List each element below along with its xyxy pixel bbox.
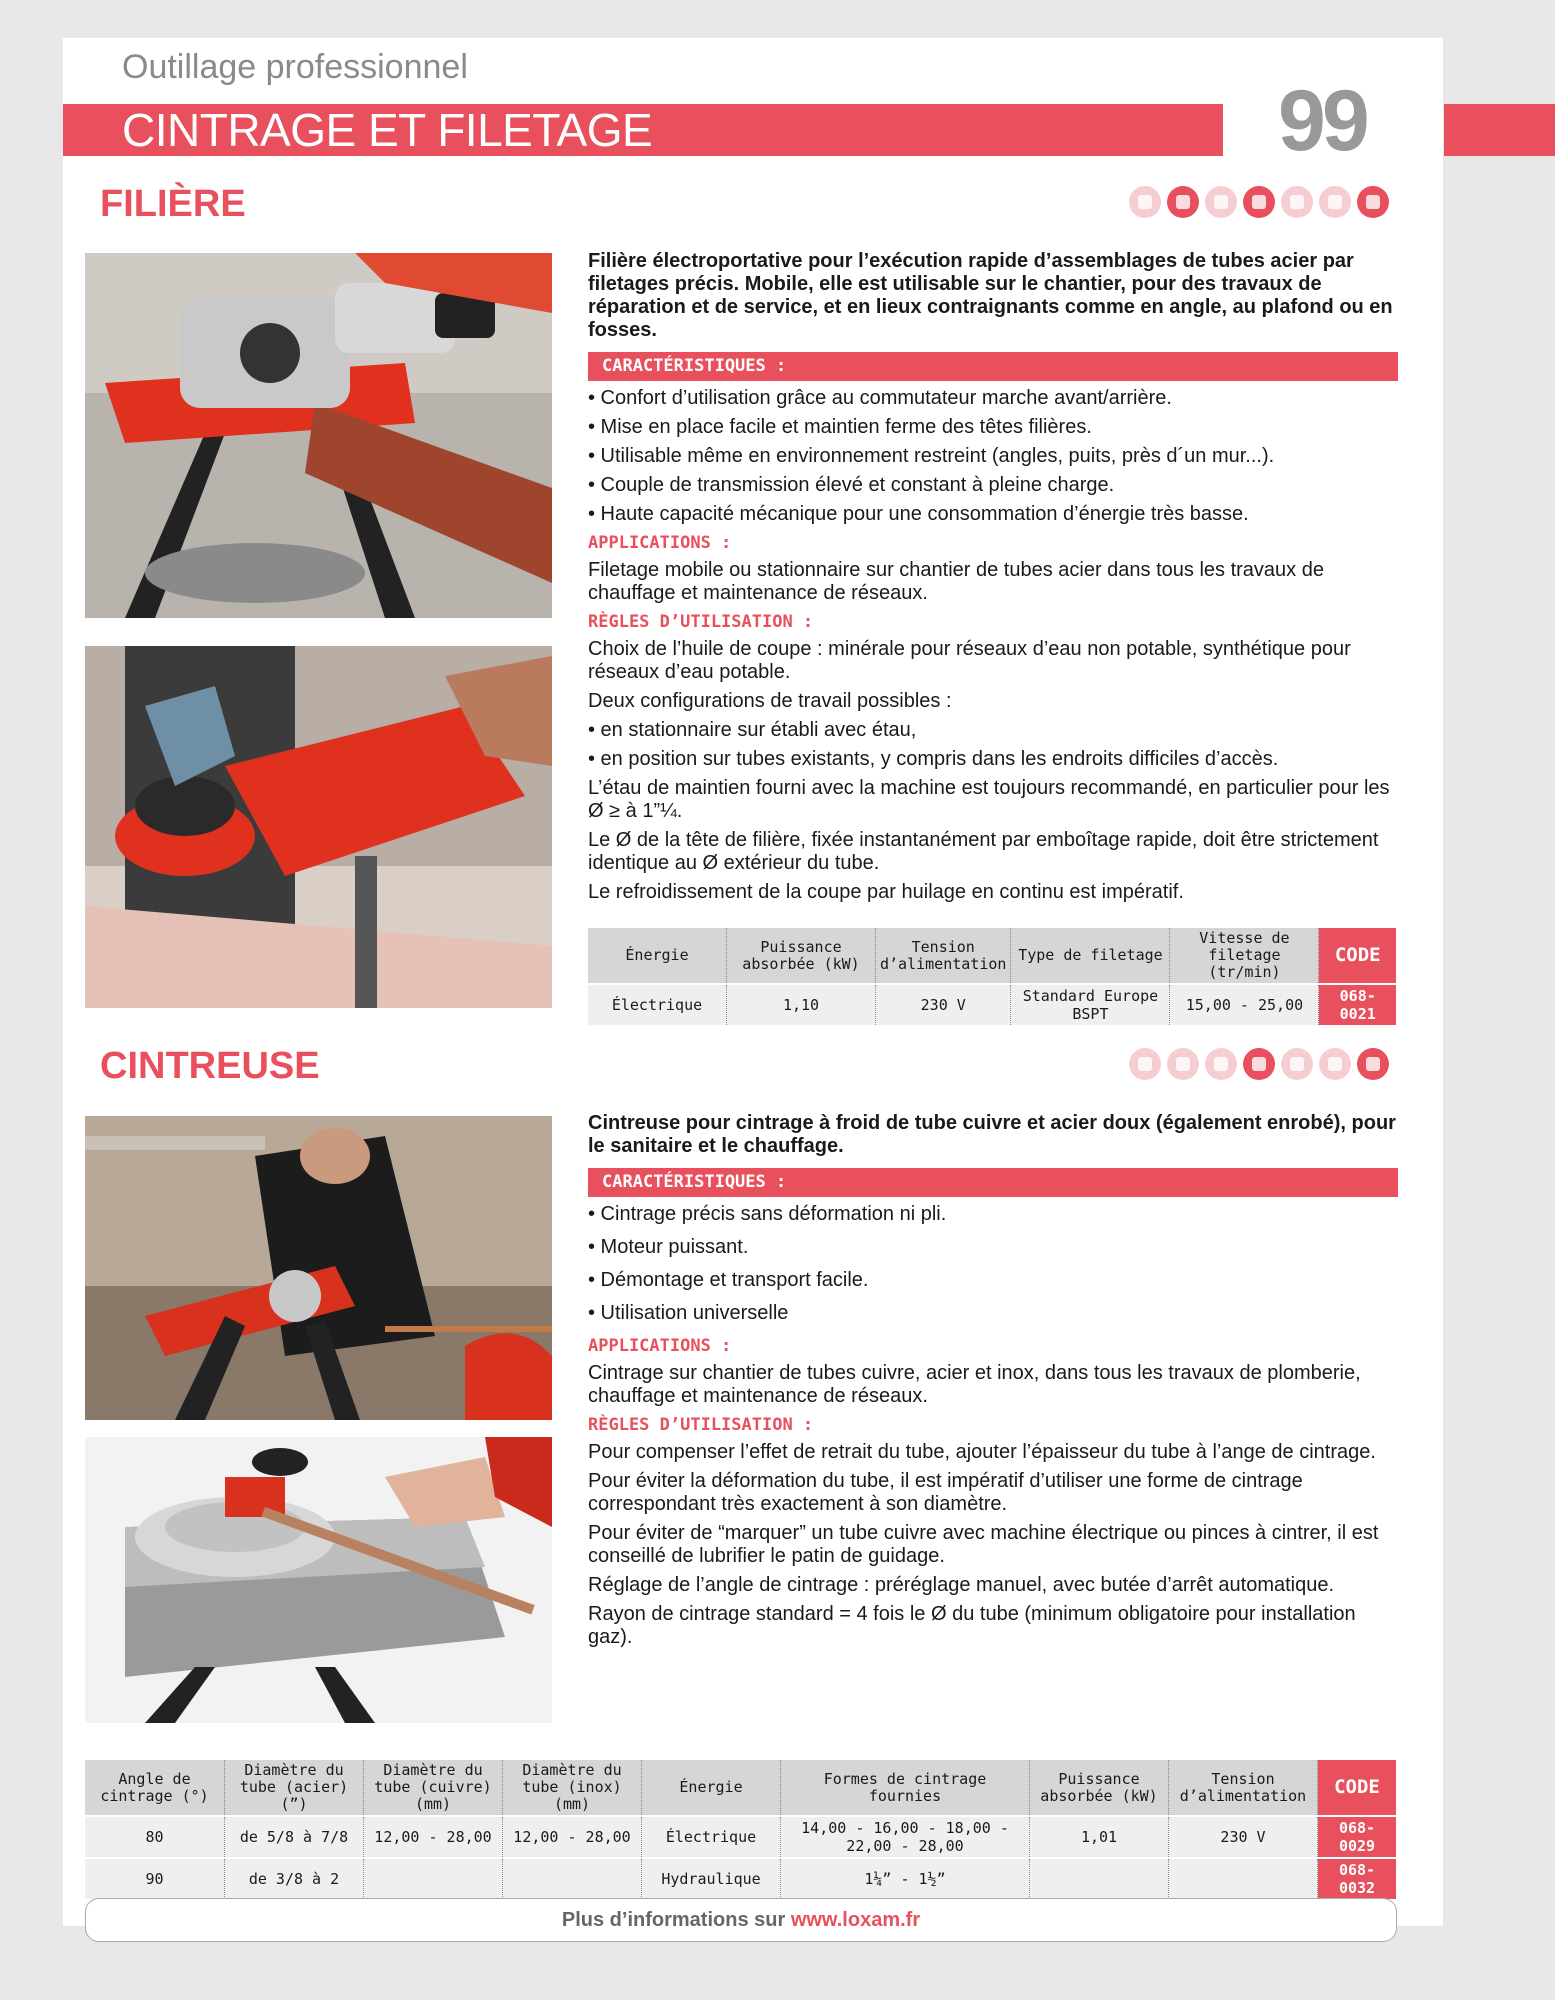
cintreuse-caract-item: • Utilisation universelle — [588, 1302, 789, 1324]
cintreuse-regle: Rayon de cintrage standard = 4 fois le Ø du tube (minimum obligatoire pour installation gaz). — [588, 1603, 1356, 1648]
gloves-icon — [1243, 1048, 1275, 1080]
photo-filiere-hand — [85, 646, 552, 1008]
table-cell — [364, 1858, 503, 1899]
table-header: Angle de cintrage (°) — [85, 1760, 225, 1816]
filiere-regle: • en position sur tubes existants, y compris dans les endroits difficiles d’accès. — [588, 748, 1279, 770]
filiere-regle: Choix de l’huile de coupe : minérale pour réseaux d’eau non potable, synthétique pour réseaux d’eau potable. — [588, 638, 1351, 683]
cintreuse-caract-item: • Moteur puissant. — [588, 1236, 749, 1258]
table-header: Type de filetage — [1011, 928, 1170, 984]
product-code: 068-0029 — [1318, 1816, 1397, 1858]
filiere-caract-item: • Confort d’utilisation grâce au commutateur marche avant/arrière. — [588, 387, 1172, 409]
filiere-regle: • en stationnaire sur établi avec étau, — [588, 719, 917, 741]
cintreuse-regle: Pour compenser l’effet de retrait du tube, ajouter l’épaisseur du tube à l’ange de cintrage. — [588, 1441, 1376, 1463]
table-cell: 1,01 — [1030, 1816, 1169, 1858]
cintreuse-description — [588, 1112, 1398, 1655]
table-header-code: CODE — [1319, 928, 1396, 984]
filiere-regle: Deux configurations de travail possibles : — [588, 690, 952, 712]
filiere-caract-header: CARACTÉRISTIQUES : — [588, 352, 1398, 381]
filiere-regle: Le refroidissement de la coupe par huilage en continu est impératif. — [588, 881, 1184, 903]
cintreuse-spec-table — [85, 1760, 1396, 1899]
table-header-code: CODE — [1318, 1760, 1397, 1816]
photo-cintreuse-worker — [85, 1116, 552, 1420]
hearing-protection-icon — [1129, 186, 1161, 218]
product-code: 068-0032 — [1318, 1858, 1397, 1899]
cintreuse-caract-item: • Démontage et transport facile. — [588, 1269, 869, 1291]
table-cell: 14,00 - 16,00 - 18,00 - 22,00 - 28,00 — [781, 1816, 1030, 1858]
cintreuse-intro: Cintreuse pour cintrage à froid de tube cuivre et acier doux (également enrobé), pour le sanitaire et le chauffage. — [588, 1112, 1396, 1157]
table-cell: 12,00 - 28,00 — [503, 1816, 642, 1858]
helmet-icon — [1205, 186, 1237, 218]
table-header: Tension d’alimentation — [1169, 1760, 1318, 1816]
cintreuse-applications-header: APPLICATIONS : — [588, 1336, 732, 1356]
filiere-regle: L’étau de maintien fourni avec la machine est toujours recommandé, en particulier pour les Ø ≥ à 1”¼. — [588, 777, 1390, 822]
product-code: 068-0021 — [1319, 984, 1396, 1025]
cintreuse-regle: Pour éviter de “marquer” un tube cuivre avec machine électrique ou pinces à cintrer, il est conseillé de lubrifier le patin de guidage. — [588, 1522, 1379, 1567]
boots-icon — [1281, 1048, 1313, 1080]
table-row — [85, 1858, 1396, 1899]
section-title-cintreuse: CINTREUSE — [100, 1045, 320, 1087]
table-header: Diamètre du tube (cuivre) (mm) — [364, 1760, 503, 1816]
safety-icons-filiere — [1129, 186, 1389, 218]
table-cell: 12,00 - 28,00 — [364, 1816, 503, 1858]
page-number: 99 — [1278, 73, 1366, 169]
cintreuse-applications-text: Cintrage sur chantier de tubes cuivre, acier et inox, dans tous les travaux de plomberie, chauffage et maintenance de réseaux. — [588, 1362, 1361, 1407]
table-header: Diamètre du tube (inox) (mm) — [503, 1760, 642, 1816]
goggles-icon — [1319, 1048, 1351, 1080]
filiere-caract-item: • Mise en place facile et maintien ferme des têtes filières. — [588, 416, 1092, 438]
table-cell: Électrique — [642, 1816, 781, 1858]
filiere-spec-table — [588, 928, 1396, 1025]
overalls-icon — [1357, 1048, 1389, 1080]
table-row — [85, 1816, 1396, 1858]
filiere-applications-text: Filetage mobile ou stationnaire sur chantier de tubes acier dans tous les travaux de chauffage et maintenance de réseaux. — [588, 559, 1324, 604]
filiere-regles-header: RÈGLES D’UTILISATION : — [588, 612, 814, 632]
table-header: Énergie — [588, 928, 727, 984]
cintreuse-caract-item: • Cintrage précis sans déformation ni pli. — [588, 1203, 947, 1225]
table-header: Diamètre du tube (acier) (”) — [225, 1760, 364, 1816]
table-cell: 80 — [85, 1816, 225, 1858]
footer-info — [85, 1898, 1397, 1942]
table-cell: Hydraulique — [642, 1858, 781, 1899]
title-band-tab — [1444, 104, 1555, 156]
table-header: Tension d’alimentation — [876, 928, 1011, 984]
table-cell: Électrique — [588, 984, 727, 1025]
photo-cintreuse-machine — [85, 1437, 552, 1723]
ear-muffs-icon — [1167, 186, 1199, 218]
website-link[interactable]: www.loxam.fr — [790, 1909, 921, 1931]
table-cell: Standard Europe BSPT — [1011, 984, 1170, 1025]
table-header: Énergie — [642, 1760, 781, 1816]
table-header: Puissance absorbée (kW) — [1030, 1760, 1169, 1816]
table-cell: de 3/8 à 2 — [225, 1858, 364, 1899]
helmet-icon — [1205, 1048, 1237, 1080]
table-cell — [1030, 1858, 1169, 1899]
table-cell: de 5/8 à 7/8 — [225, 1816, 364, 1858]
table-cell: 15,00 - 25,00 — [1170, 984, 1319, 1025]
cintreuse-regles-header: RÈGLES D’UTILISATION : — [588, 1415, 814, 1435]
overalls-icon — [1357, 186, 1389, 218]
catalog-subtitle: Outillage professionnel — [122, 48, 468, 86]
filiere-regle: Le Ø de la tête de filière, fixée instantanément par emboîtage rapide, doit être strictement identique au Ø extérieur du tube. — [588, 829, 1379, 874]
safety-icons-cintreuse — [1129, 1048, 1389, 1080]
boots-icon — [1281, 186, 1313, 218]
table-cell: 1¼” - 1½” — [781, 1858, 1030, 1899]
table-header: Formes de cintrage fournies — [781, 1760, 1030, 1816]
hearing-protection-icon — [1129, 1048, 1161, 1080]
table-header: Puissance absorbée (kW) — [727, 928, 876, 984]
filiere-description — [588, 250, 1398, 910]
footer-text: Plus d’informations sur — [561, 1909, 791, 1931]
table-cell — [1169, 1858, 1318, 1899]
filiere-caract-item: • Utilisable même en environnement restreint (angles, puits, près d´un mur...). — [588, 445, 1275, 467]
table-cell: 1,10 — [727, 984, 876, 1025]
goggles-icon — [1319, 186, 1351, 218]
table-cell: 90 — [85, 1858, 225, 1899]
table-cell: 230 V — [876, 984, 1011, 1025]
filiere-intro: Filière électroportative pour l’exécution rapide d’assemblages de tubes acier par filetages précis. Mobile, elle est utilisable sur le chantier, pour des travaux de réparation et de service, et en lieux contraignants comme en angle, au plafond ou en fosses. — [588, 250, 1393, 341]
cintreuse-regle: Pour éviter la déformation du tube, il est impératif d’utiliser une forme de cintrage correspondant très exactement à son diamètre. — [588, 1470, 1303, 1515]
filiere-applications-header: APPLICATIONS : — [588, 533, 732, 553]
table-cell: 230 V — [1169, 1816, 1318, 1858]
page-title: CINTRAGE ET FILETAGE — [122, 104, 653, 156]
table-cell — [503, 1858, 642, 1899]
gloves-icon — [1243, 186, 1275, 218]
filiere-caract-item: • Couple de transmission élevé et constant à pleine charge. — [588, 474, 1115, 496]
cintreuse-caract-header: CARACTÉRISTIQUES : — [588, 1168, 1398, 1197]
filiere-caract-item: • Haute capacité mécanique pour une consommation d’énergie très basse. — [588, 503, 1249, 525]
ear-muffs-icon — [1167, 1048, 1199, 1080]
photo-filiere-stand — [85, 253, 552, 618]
table-header: Vitesse de filetage (tr/min) — [1170, 928, 1319, 984]
cintreuse-regle: Réglage de l’angle de cintrage : préréglage manuel, avec butée d’arrêt automatique. — [588, 1574, 1335, 1596]
section-title-filiere: FILIÈRE — [100, 183, 246, 225]
